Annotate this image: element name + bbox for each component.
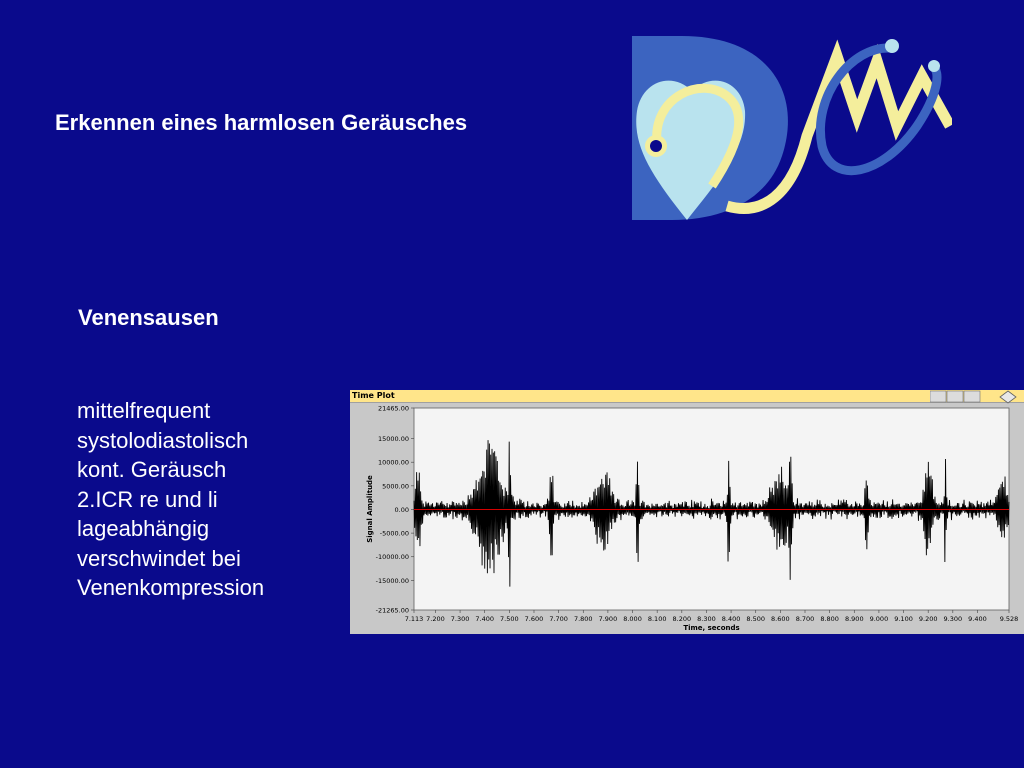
list-item: mittelfrequent (77, 398, 211, 423)
list-item: lageabhängig (77, 516, 210, 541)
x-tick-label: 8.900 (844, 615, 864, 623)
x-tick-label: 9.300 (943, 615, 963, 623)
x-tick-label: 8.300 (697, 615, 716, 623)
x-tick-label: 9.200 (918, 615, 938, 623)
y-tick-label: -5000.00 (379, 529, 409, 538)
time-plot-window (350, 390, 1024, 634)
y-tick-label: 21465.00 (377, 404, 409, 413)
x-tick-label: 8.600 (771, 615, 790, 623)
x-tick-label: 7.500 (500, 615, 519, 623)
plot-toolbar (930, 390, 1024, 404)
diamond-icon[interactable] (1000, 391, 1016, 403)
x-tick-label: 8.500 (746, 615, 766, 623)
y-axis-label: Signal Amplitude (366, 475, 374, 543)
x-tick-label: 8.100 (647, 615, 667, 623)
list-item: verschwindet bei (77, 545, 241, 571)
list-item: systolodiastolisch (77, 427, 249, 453)
x-axis-label: Time, seconds (683, 624, 740, 632)
slide-title: Erkennen eines harmlosen Geräusches (55, 110, 468, 135)
plot-title: Time Plot (352, 391, 395, 400)
y-tick-label: 15000.00 (377, 435, 409, 444)
plot-titlebar (350, 390, 1024, 403)
pan-icon[interactable] (947, 391, 963, 402)
x-tick-label: 7.600 (524, 615, 544, 623)
x-tick-label: 7.800 (573, 615, 593, 623)
y-tick-label: 10000.00 (377, 458, 409, 467)
cursor-icon[interactable] (964, 391, 980, 402)
time-plot-chart (350, 390, 1024, 634)
x-tick-label: 8.700 (795, 615, 815, 623)
x-tick-label: 8.800 (820, 615, 839, 623)
x-tick-label: 7.113 (404, 615, 424, 623)
x-tick-label: 9.528 (999, 615, 1019, 623)
x-tick-label: 8.200 (672, 615, 692, 623)
y-tick-label: -15000.00 (375, 576, 409, 585)
list-item: 2.ICR re und li (77, 486, 218, 512)
cardiology-logo (632, 36, 952, 220)
y-tick-label: -10000.00 (375, 553, 409, 562)
x-tick-label: 9.100 (894, 615, 913, 623)
list-item: kont. Geräusch (77, 457, 227, 482)
x-tick-label: 7.400 (475, 615, 495, 623)
x-tick-label: 9.400 (968, 615, 987, 623)
y-tick-label: 0.00 (394, 505, 409, 514)
y-tick-label: -21265.00 (375, 606, 409, 615)
x-tick-label: 7.300 (450, 615, 470, 623)
section-heading: Venensausen (78, 305, 219, 330)
x-tick-label: 8.000 (623, 615, 642, 623)
x-tick-label: 7.900 (598, 615, 618, 623)
y-tick-label: 5000.00 (382, 482, 409, 491)
zoom-icon[interactable] (930, 391, 946, 402)
feature-list (77, 396, 264, 603)
x-tick-label: 8.400 (721, 615, 741, 623)
x-tick-label: 9.000 (869, 615, 889, 623)
x-tick-label: 7.200 (426, 615, 445, 623)
x-tick-label: 7.700 (549, 615, 568, 623)
list-item: Venenkompression (77, 575, 265, 600)
